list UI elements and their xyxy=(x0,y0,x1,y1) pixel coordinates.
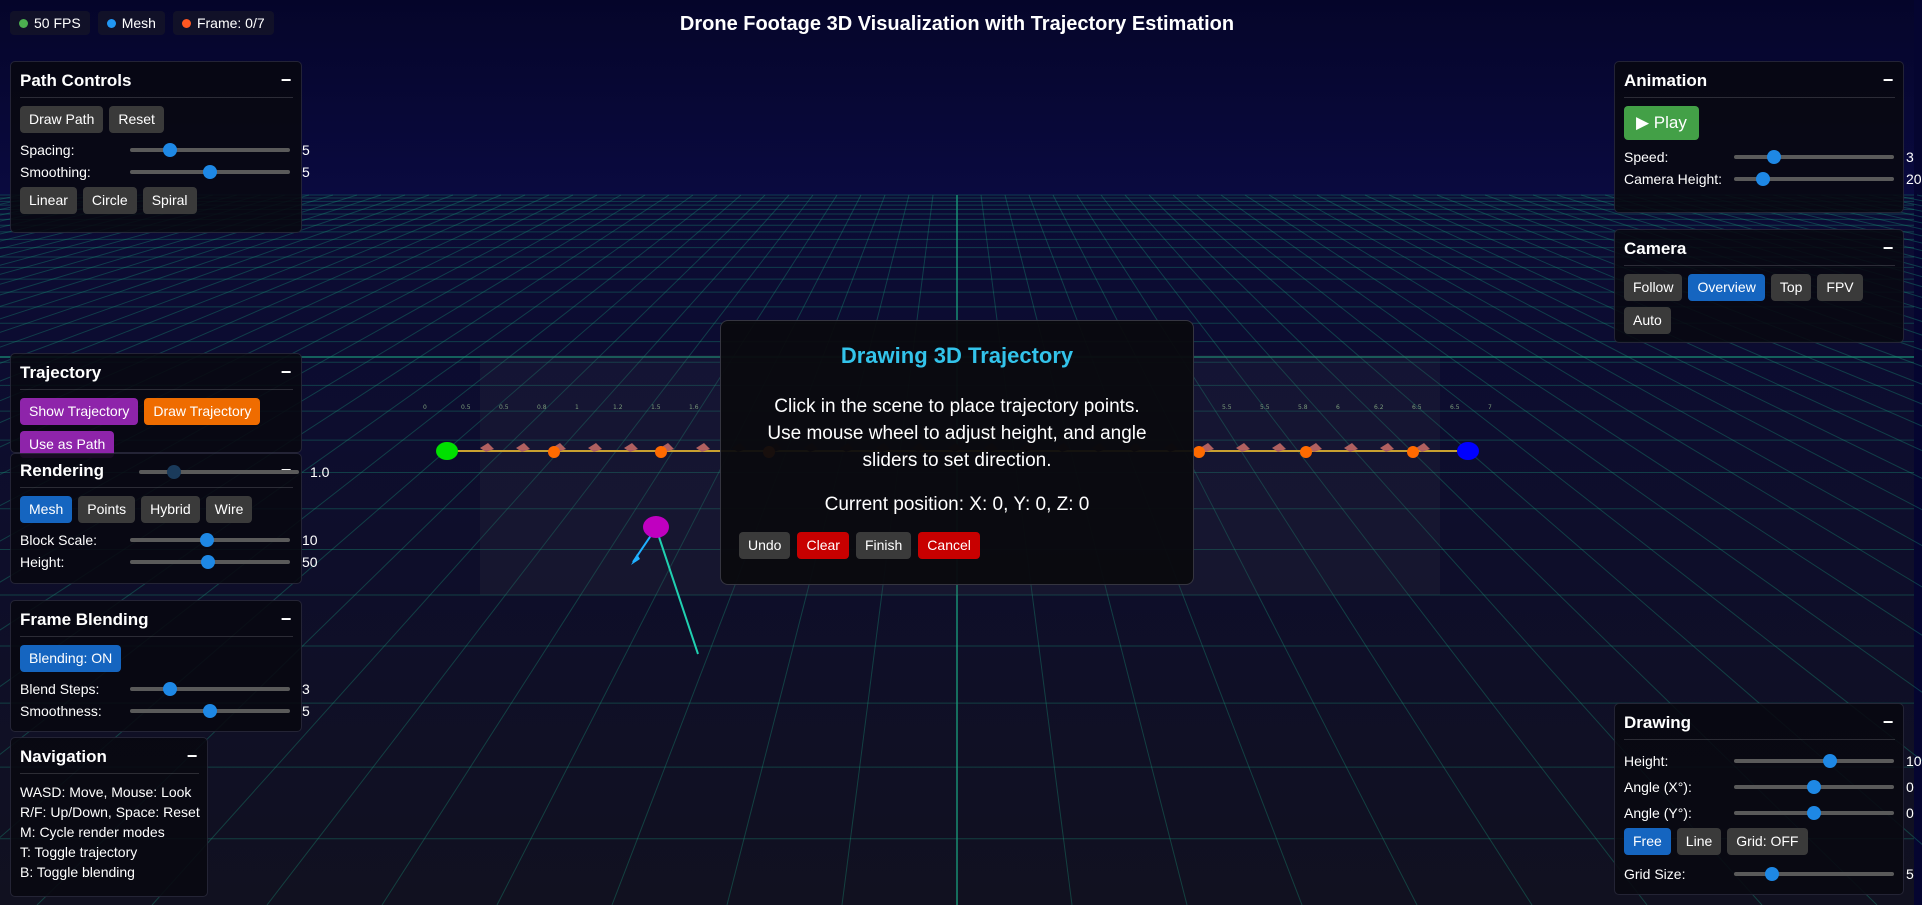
block-scale-slider[interactable] xyxy=(130,538,290,542)
smoothing-label: Smoothing: xyxy=(20,163,91,180)
track-tick-label: 0 xyxy=(423,404,427,411)
grid-toggle-button[interactable]: Grid: OFF xyxy=(1727,828,1807,855)
height-slider-row xyxy=(20,551,318,573)
dialog-instructions-line: Click in the scene to place trajectory points. xyxy=(774,396,1140,417)
slider-thumb[interactable] xyxy=(203,704,217,718)
slider-thumb[interactable] xyxy=(201,555,215,569)
hidden-slider-value: 1.0 xyxy=(310,464,330,480)
track-tick-label: 1.5 xyxy=(651,404,661,411)
track-tick-label: 5.5 xyxy=(1222,404,1232,411)
blending-toggle-button[interactable]: Blending: ON xyxy=(20,645,121,672)
slider-thumb[interactable] xyxy=(167,465,181,479)
waypoint-marker xyxy=(1193,446,1205,458)
waypoint-marker xyxy=(1407,446,1419,458)
frame-dot-icon xyxy=(182,19,191,28)
block-scale-slider-row xyxy=(20,529,318,551)
panel-title: Trajectory xyxy=(20,362,102,382)
camera-mode-buttons xyxy=(1624,274,1895,334)
fps-dot-icon xyxy=(19,19,28,28)
angle-y-slider-row xyxy=(1624,800,1914,826)
track-tick-label: 0.5 xyxy=(499,404,509,411)
page-title: Drone Footage 3D Visualization with Trajectory Estimation xyxy=(679,13,1235,35)
cancel-button[interactable]: Cancel xyxy=(918,532,980,559)
slider-thumb[interactable] xyxy=(203,165,217,179)
track-tick-label: 0.5 xyxy=(461,404,471,411)
blend-steps-label: Blend Steps: xyxy=(20,680,100,697)
camera-height-slider-row xyxy=(1624,168,1922,190)
status-bar xyxy=(10,11,274,35)
current-position-readout: Current position: X: 0, Y: 0, Z: 0 xyxy=(824,494,1090,515)
drawing-height-slider-row xyxy=(1624,748,1922,774)
height-value: 50 xyxy=(302,553,318,570)
line-mode-button[interactable]: Line xyxy=(1677,828,1721,855)
track-tick-label: 1.2 xyxy=(613,404,623,411)
nav-hint: M: Cycle render modes xyxy=(20,824,165,840)
frame-blending-panel xyxy=(10,600,310,732)
collapse-icon[interactable]: − xyxy=(1882,712,1894,732)
nav-hint: T: Toggle trajectory xyxy=(20,844,138,860)
spacing-label: Spacing: xyxy=(20,141,75,158)
end-marker xyxy=(1457,442,1479,460)
mode-indicator xyxy=(98,11,165,35)
camera-height-label: Camera Height: xyxy=(1624,171,1723,188)
spacing-slider-row xyxy=(20,139,310,161)
collapse-icon[interactable]: − xyxy=(280,70,292,90)
smoothness-slider-row xyxy=(20,700,310,722)
camera-height-value: 20 xyxy=(1906,171,1922,188)
waypoint-marker xyxy=(548,446,560,458)
mode-text: Mesh xyxy=(121,15,156,31)
smoothness-slider[interactable] xyxy=(130,709,290,713)
hidden-slider[interactable] xyxy=(139,470,299,474)
render-mode-mesh-button[interactable]: Mesh xyxy=(20,496,72,523)
angle-x-label: Angle (X°): xyxy=(1624,779,1692,795)
camera-panel xyxy=(1614,229,1904,343)
angle-y-label: Angle (Y°): xyxy=(1624,805,1692,821)
camera-mode-overview-button[interactable]: Overview xyxy=(1688,274,1764,301)
camera-mode-follow-button[interactable]: Follow xyxy=(1624,274,1682,301)
track-tick-label: 0.8 xyxy=(537,404,547,411)
track-tick-label: 5.8 xyxy=(1298,404,1308,411)
track-tick-label: 6.2 xyxy=(1374,404,1384,411)
render-mode-points-button[interactable]: Points xyxy=(78,496,135,523)
render-mode-buttons xyxy=(20,496,293,523)
panel-title: Path Controls xyxy=(20,70,132,90)
angle-x-value: 0 xyxy=(1906,779,1914,795)
collapse-icon[interactable]: − xyxy=(280,609,292,629)
panel-title: Camera xyxy=(1624,238,1687,258)
camera-mode-auto-button[interactable]: Auto xyxy=(1624,307,1671,334)
path-controls-panel xyxy=(10,61,310,233)
render-mode-wire-button[interactable]: Wire xyxy=(206,496,253,523)
block-scale-label: Block Scale: xyxy=(20,531,98,548)
drawing-height-slider[interactable] xyxy=(1734,759,1894,763)
mode-dot-icon xyxy=(107,19,116,28)
finish-button[interactable]: Finish xyxy=(856,532,911,559)
track-tick-label: 6.5 xyxy=(1450,404,1460,411)
linear-button[interactable]: Linear xyxy=(20,187,77,214)
drawing-panel xyxy=(1614,703,1922,895)
height-slider[interactable] xyxy=(130,560,290,564)
circle-button[interactable]: Circle xyxy=(83,187,137,214)
slider-thumb[interactable] xyxy=(163,143,177,157)
block-scale-value: 10 xyxy=(302,531,318,548)
collapse-icon[interactable]: − xyxy=(1882,238,1894,258)
clear-button[interactable]: Clear xyxy=(797,532,848,559)
spiral-button[interactable]: Spiral xyxy=(143,187,197,214)
rendering-panel xyxy=(10,453,330,584)
track-tick-label: 1 xyxy=(575,404,579,411)
angle-y-slider[interactable] xyxy=(1734,811,1894,815)
dialog-instructions-line: sliders to set direction. xyxy=(862,450,1052,471)
grid-size-value: 5 xyxy=(1906,865,1914,882)
cursor-marker xyxy=(643,516,669,538)
frame-text: Frame: 0/7 xyxy=(196,15,265,31)
track-tick-label: 5.5 xyxy=(1260,404,1270,411)
spacing-slider[interactable] xyxy=(130,148,290,152)
waypoint-marker xyxy=(655,446,667,458)
height-label: Height: xyxy=(20,553,65,570)
track-tick-label: 7 xyxy=(1488,404,1492,411)
panel-title: Animation xyxy=(1624,70,1708,90)
drawing-height-label: Height: xyxy=(1624,753,1669,769)
smoothing-value: 5 xyxy=(302,163,310,180)
free-mode-button[interactable]: Free xyxy=(1624,828,1671,855)
draw-trajectory-button[interactable]: Draw Trajectory xyxy=(144,398,260,425)
undo-button[interactable]: Undo xyxy=(739,532,790,559)
speed-label: Speed: xyxy=(1624,149,1669,166)
start-marker xyxy=(436,442,458,460)
panel-title: Rendering xyxy=(20,460,105,480)
smoothing-slider[interactable] xyxy=(130,170,290,174)
smoothness-value: 5 xyxy=(302,702,310,719)
render-mode-hybrid-button[interactable]: Hybrid xyxy=(141,496,199,523)
show-trajectory-button[interactable]: Show Trajectory xyxy=(20,398,138,425)
fps-text: 50 FPS xyxy=(34,15,81,31)
slider-thumb[interactable] xyxy=(1807,806,1821,820)
navigation-panel xyxy=(10,737,208,897)
fps-indicator xyxy=(10,11,90,35)
blend-steps-value: 3 xyxy=(302,680,310,697)
smoothness-label: Smoothness: xyxy=(20,702,102,719)
panel-title: Frame Blending xyxy=(20,609,149,629)
nav-hint: WASD: Move, Mouse: Look xyxy=(20,784,192,800)
nav-hint: R/F: Up/Down, Space: Reset xyxy=(20,804,200,820)
collapse-icon[interactable]: − xyxy=(280,362,292,382)
drawing-height-value: 10 xyxy=(1906,753,1922,769)
slider-thumb[interactable] xyxy=(1767,150,1781,164)
spacing-value: 5 xyxy=(302,141,310,158)
blend-steps-slider-row xyxy=(20,678,310,700)
reset-button[interactable]: Reset xyxy=(109,106,164,133)
panel-title: Drawing xyxy=(1624,712,1692,732)
grid-size-slider-row xyxy=(1624,861,1914,887)
track-tick-label: 6 xyxy=(1336,404,1340,411)
dialog-instructions-line: Use mouse wheel to adjust height, and angle xyxy=(767,423,1147,444)
dialog-title: Drawing 3D Trajectory xyxy=(840,343,1074,368)
collapse-icon[interactable]: − xyxy=(186,746,198,766)
camera-mode-top-button[interactable]: Top xyxy=(1771,274,1812,301)
collapse-icon[interactable]: − xyxy=(1882,70,1894,90)
camera-height-slider[interactable] xyxy=(1734,177,1894,181)
play-button[interactable]: ▶ Play xyxy=(1624,106,1699,140)
slider-thumb[interactable] xyxy=(1823,754,1837,768)
speed-slider-row xyxy=(1624,146,1914,168)
slider-thumb[interactable] xyxy=(200,533,214,547)
slider-thumb[interactable] xyxy=(1807,780,1821,794)
speed-slider[interactable] xyxy=(1734,155,1894,159)
slider-thumb[interactable] xyxy=(1765,867,1779,881)
frame-indicator xyxy=(173,11,274,35)
angle-y-value: 0 xyxy=(1906,805,1914,821)
draw-path-button[interactable]: Draw Path xyxy=(20,106,103,133)
angle-x-slider[interactable] xyxy=(1734,785,1894,789)
track-tick-label: 6.5 xyxy=(1412,404,1422,411)
blend-steps-slider[interactable] xyxy=(130,687,290,691)
animation-panel xyxy=(1614,61,1922,213)
waypoint-marker xyxy=(1300,446,1312,458)
grid-size-slider[interactable] xyxy=(1734,872,1894,876)
nav-hint: B: Toggle blending xyxy=(20,864,135,880)
smoothing-slider-row xyxy=(20,161,310,183)
angle-x-slider-row xyxy=(1624,774,1914,800)
use-as-path-button[interactable]: Use as Path xyxy=(20,431,114,458)
panel-title: Navigation xyxy=(20,746,107,766)
slider-thumb[interactable] xyxy=(163,682,177,696)
speed-value: 3 xyxy=(1906,149,1914,166)
trajectory-panel xyxy=(10,353,302,453)
camera-mode-fpv-button[interactable]: FPV xyxy=(1817,274,1862,301)
grid-size-label: Grid Size: xyxy=(1624,865,1686,882)
slider-thumb[interactable] xyxy=(1756,172,1770,186)
drawing-trajectory-dialog xyxy=(720,320,1194,585)
track-tick-label: 1.6 xyxy=(689,404,699,411)
